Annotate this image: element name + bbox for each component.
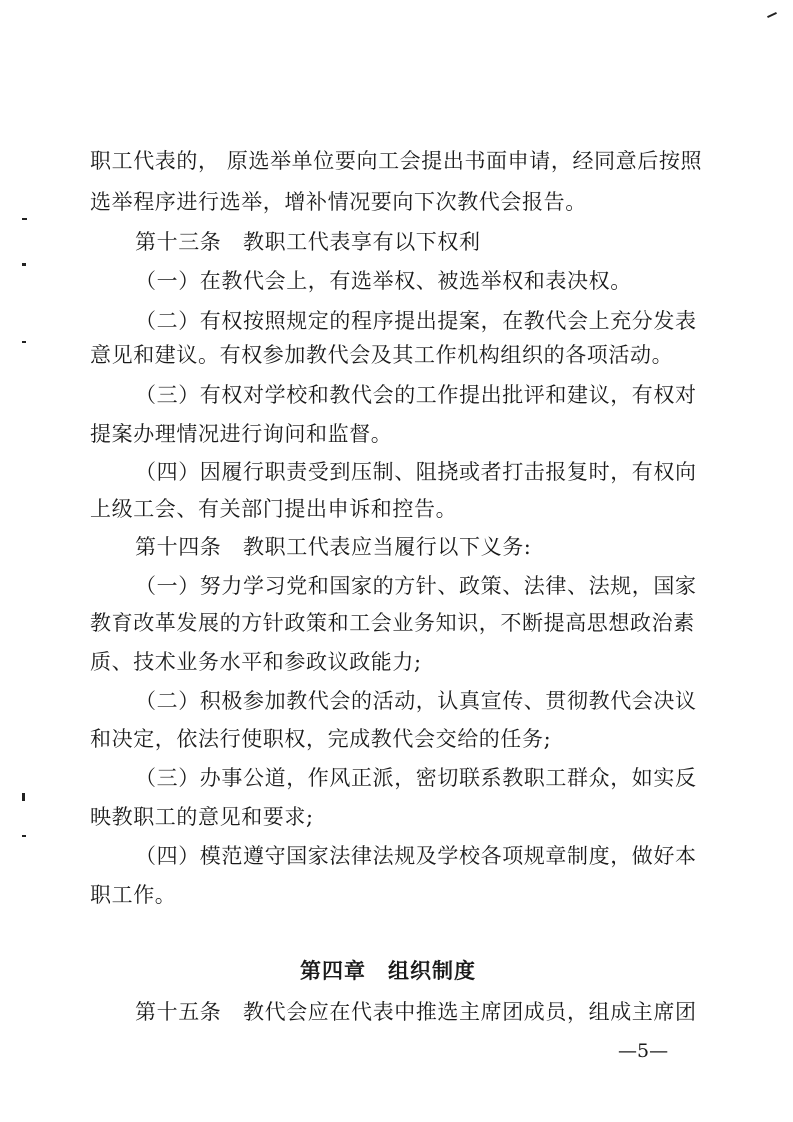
text-line: （一）努力学习党和国家的方针、政策、法律、法规，国家 [135,574,697,598]
article-15-title: 第十五条 教代会应在代表中推选主席团成员，组成主席团 [135,1000,697,1024]
text-line: 职工代表的， 原选举单位要向工会提出书面申请，经同意后按照 [90,149,703,173]
text-line: 职工作。 [90,883,177,907]
text-line: 和决定，依法行使职权，完成教代会交给的任务; [90,727,552,751]
text-line: 选举程序进行选举，增补情况要向下次教代会报告。 [90,190,587,214]
chapter-heading: 第四章 组织制度 [300,959,476,983]
article-13-title: 第十三条 教职工代表享有以下权利 [135,230,481,254]
scan-mark [767,12,777,18]
text-line: （四）模范遵守国家法律法规及学校各项规章制度，做好本 [135,844,697,868]
text-line: （三）办事公道，作风正派，密切联系教职工群众，如实反 [135,766,697,790]
text-line: 质、技术业务水平和参政议政能力; [90,650,422,674]
text-line: 上级工会、有关部门提出申诉和控告。 [90,497,458,521]
text-line: （二）积极参加教代会的活动，认真宣传、贯彻教代会决议 [135,689,697,713]
text-line: 提案办理情况进行询问和监督。 [90,422,393,446]
text-line: 映教职工的意见和要求; [90,805,314,829]
scan-mark [22,793,25,801]
page-number: —5— [618,1040,669,1062]
scan-mark [22,218,27,220]
text-line: 教育改革发展的方针政策和工会业务知识，不断提高思想政治素 [90,611,695,635]
text-line: （三）有权对学校和教代会的工作提出批评和建议，有权对 [135,383,697,407]
article-14-title: 第十四条 教职工代表应当履行以下义务: [135,535,532,559]
text-line: 意见和建议。有权参加教代会及其工作机构组织的各项活动。 [90,343,674,367]
text-line: （四）因履行职责受到压制、阻挠或者打击报复时，有权向 [135,460,697,484]
scan-mark [22,341,26,343]
text-line: （一）在教代会上，有选举权、被选举权和表决权。 [135,269,632,293]
text-line: （二）有权按照规定的程序提出提案，在教代会上充分发表 [135,309,697,333]
scan-mark [22,263,26,266]
scan-mark [22,835,26,837]
